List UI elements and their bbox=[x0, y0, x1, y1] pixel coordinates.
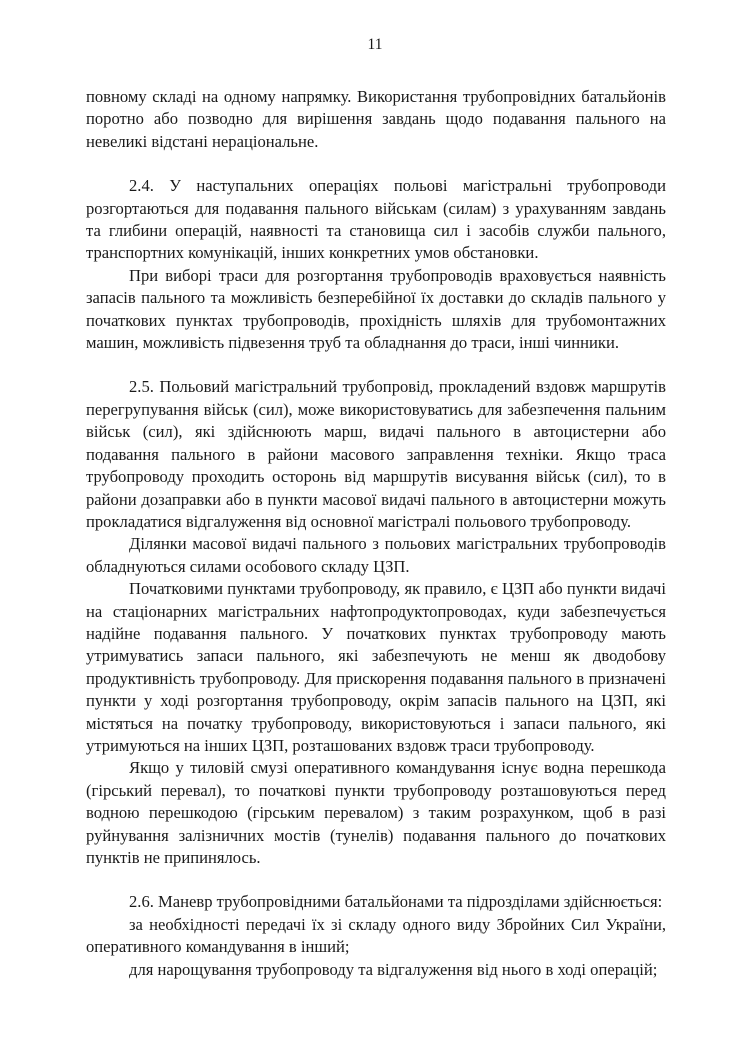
paragraph: Якщо у тиловій смузі оперативного командування існує водна перешкода (гірський перевал), то початкові пункти трубопроводу розташовуються перед водною перешкодою (гірським перевалом) з таким розрахунком, щоб в разі руйнування залізничних мостів (тунелів) подавання пального до початкових пунктів не припинялось. bbox=[86, 758, 666, 867]
paragraph-section-2-4: 2.4. У наступальних операціях польові магістральні трубопроводи розгортаються для подавання пального військам (силам) з урахуванням завдань та глибини операцій, наявності та становища сил і засобів служби пального, транспортних комунікацій, інших конкретних умов обстановки. bbox=[86, 176, 666, 263]
paragraph: повному складі на одному напрямку. Використання трубопровідних батальйонів поротно або позводно для вирішення завдань щодо подавання пального на невеликі відстані нераціональне. bbox=[86, 87, 666, 151]
list-item: для нарощування трубопроводу та відгалуження від нього в ході операцій; bbox=[129, 959, 658, 979]
document-body bbox=[86, 86, 666, 981]
paragraph: Ділянки масової видачі пального з польових магістральних трубопроводів обладнуються силами особового складу ЦЗП. bbox=[86, 534, 666, 576]
paragraph: При виборі траси для розгортання трубопроводів враховується наявність запасів пального та можливість безперебійної їх доставки до складів пального у початкових пунктах трубопроводів, прохідність шляхів для трубомонтажних машин, можливість підвезення труб та обладнання до траси, інші чинники. bbox=[86, 265, 666, 353]
paragraph-section-2-5: 2.5. Польовий магістральний трубопровід, прокладений вздовж маршрутів перегрупування військ (сил), може використовуватись для забезпечення пальним військ (сил), які здійснюють марш, видачі пального в автоцистерни або подавання пального в райони масового заправлення техніки. Якщо траса трубопроводу проходить осторонь від маршрутів висування військ (сил), то в райони дозаправки або в пункти масової видачі пального в автоцистерни можуть прокладатися відгалуження від основної магістралі польового трубопроводу. bbox=[86, 377, 666, 531]
paragraph: Початковими пунктами трубопроводу, як правило, є ЦЗП або пункти видачі на стаціонарних магістральних нафтопродуктопроводах, куди забезпечується надійне подавання пального. У початкових пунктах трубопроводу мають утримуватись запаси пального, які забезпечують не менш як дводобову продуктивність трубопроводу. Для прискорення подавання пального в призначені пункти у ході розгортання трубопроводу, окрім запасів пального на ЦЗП, які містяться на початку трубопроводу, використовуються і запаси пального, які утримуються на інших ЦЗП, розташованих вздовж траси трубопроводу. bbox=[86, 579, 666, 755]
list-item: за необхідності передачі їх зі складу одного виду Збройних Сил України, оперативного командування в інший; bbox=[86, 914, 666, 957]
page-number: 11 bbox=[367, 36, 383, 53]
paragraph-section-2-6: 2.6. Маневр трубопровідними батальйонами та підрозділами здійснюється: bbox=[129, 892, 663, 912]
